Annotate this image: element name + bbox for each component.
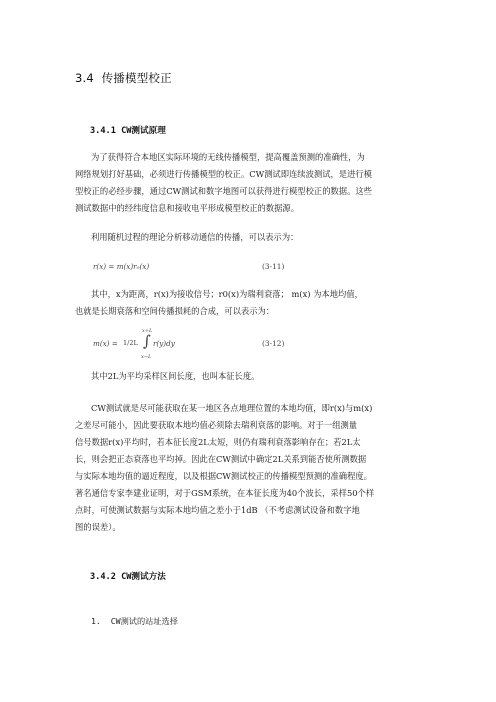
list-item-text: CW测试的站址选择 <box>110 616 178 626</box>
section-number: 3.4 <box>75 71 94 85</box>
para5-line-6: 著名通信专家李建业证明，对于GSM系统，在本征长度为40个波长，采样50个样 <box>75 488 375 498</box>
subsection-title: CW测试原理 <box>121 126 166 136</box>
eq2-lower-limit: x−L <box>141 354 152 360</box>
eq2-fraction: 1/2L <box>123 339 138 347</box>
subsection-title: CW测试方法 <box>121 572 166 582</box>
para5-line-7: 点时，可使测试数据与实际本地均值之差小于1dB （不考虑测试设备和数字地 <box>75 505 360 515</box>
para1-line-4: 测试数据中的经纬度信息和接收电平形成模型校正的数据源。 <box>75 203 300 213</box>
eq2-integrand: r(y)dy <box>153 339 175 348</box>
para5-line-1: CW测试就是尽可能获取在某一地区各点地理位置的本地均值，即r(x)与m(x) <box>91 403 373 413</box>
equation-3-11: r(x) = m(x)r₀(x) <box>93 262 150 271</box>
list-item-1 <box>91 616 178 627</box>
equation-number-3-11: (3-11) <box>262 262 285 271</box>
para5-line-3: 信号数据r(x)平均时，若本征长度2L太短，则仍有瑞利衰落影响存在；若2L太 <box>75 437 361 447</box>
para1-line-2: 网络规划打好基础，必须进行传播模型的校正。CW测试即连续波测试，是进行模 <box>75 169 372 179</box>
integral-sign: ∫ <box>143 332 151 350</box>
subsection-number: 3.4.1 <box>90 126 116 136</box>
subsection-number: 3.4.2 <box>90 572 116 582</box>
para2: 利用随机过程的理论分析移动通信的传播，可以表示为： <box>91 232 299 242</box>
para3-line-1: 其中，x为距离，r(x)为接收信号；r0(x)为瑞利衰落； m(x) 为本地均值， <box>91 289 363 299</box>
para5-line-4: 长，则会把正态衰落也平均掉。因此在CW测试中确定2L关系到能否使所测数据 <box>75 454 367 464</box>
subsection-heading-2 <box>90 570 166 582</box>
section-title: 传播模型校正 <box>101 71 172 85</box>
para1-line-3: 型校正的必经步骤，通过CW测试和数字地图可以获得进行模型校正的数据。这些 <box>75 186 372 196</box>
section-heading <box>75 70 172 86</box>
eq2-lhs: m(x) = <box>93 339 118 348</box>
equation-3-12 <box>93 328 183 362</box>
para5-line-2: 之差尽可能小，因此要获取本地均值必须除去瑞利衰落的影响。对于一组测量 <box>75 420 358 430</box>
list-item-number: 1. <box>91 616 101 626</box>
para3-line-2: 也就是长期衰落和空间传播损耗的合成，可以表示为： <box>75 306 275 316</box>
equation-number-3-12: (3-12) <box>262 339 285 348</box>
eq2-upper-limit: x+L <box>142 328 153 334</box>
para5-line-5: 与实际本地均值的逼近程度，以及根据CW测试校正的传播模型预测的准确程度。 <box>75 471 372 481</box>
para4: 其中2L为平均采样区间长度，也叫本征长度。 <box>91 371 260 381</box>
para5-line-8: 图的误差）。 <box>75 522 121 532</box>
subsection-heading-1 <box>90 124 166 136</box>
para1-line-1: 为了获得符合本地区实际环境的无线传播模型，提高覆盖预测的准确性，为 <box>91 152 365 162</box>
